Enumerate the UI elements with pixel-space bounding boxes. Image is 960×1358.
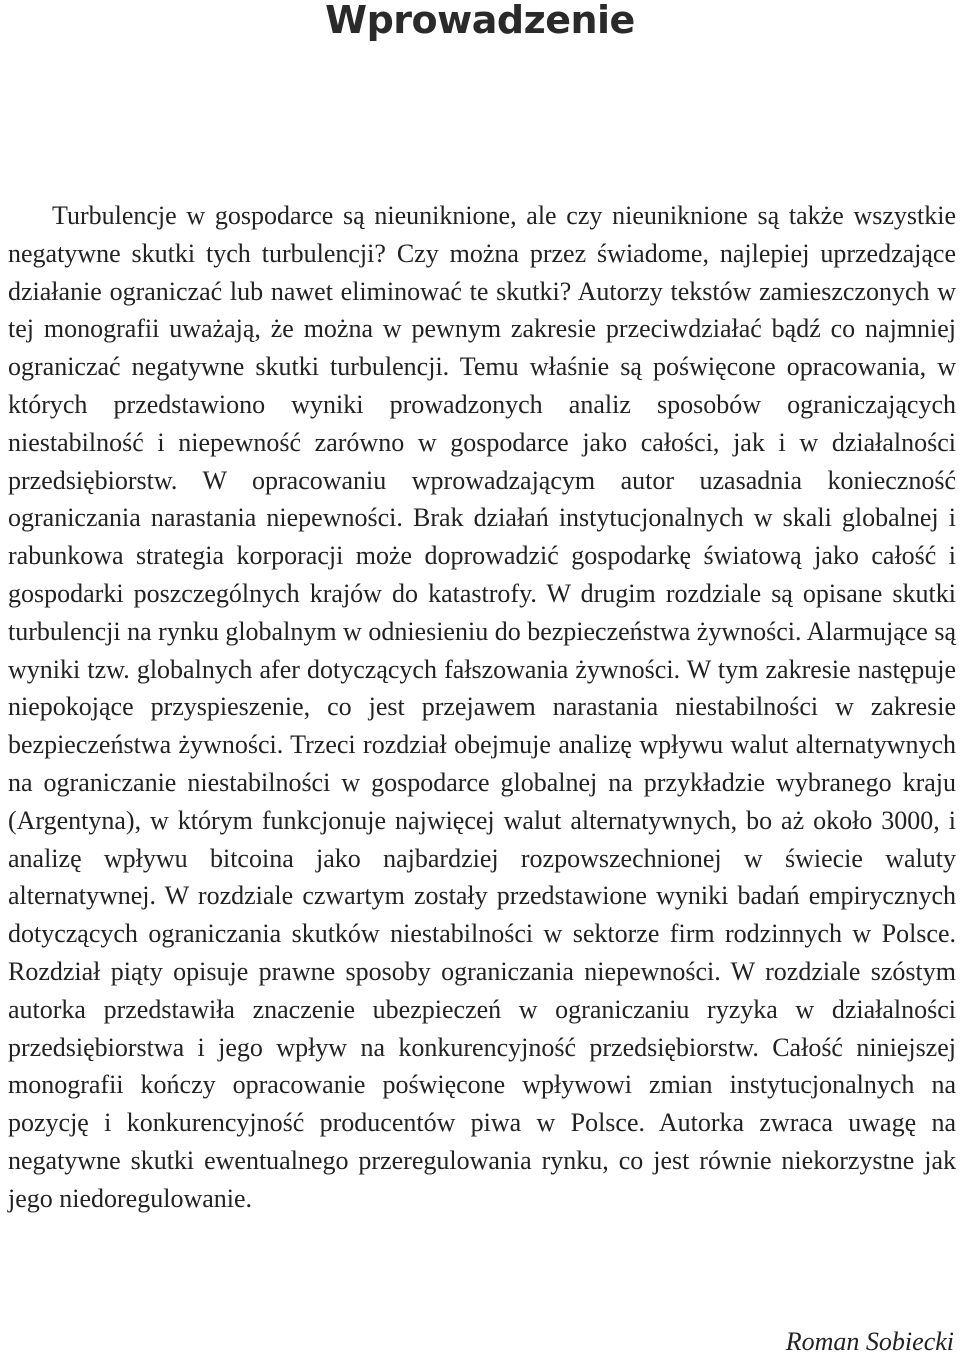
body-paragraph: Turbulencje w gospodarce są nieuniknione, ale czy nieuniknione są także wszystkie negatywne skutki tych turbulencji? Czy można przez świadome, najlepiej uprzedzające działanie ograniczać lub nawet eliminować te skutki? Autorzy tekstów zamieszczonych w tej monografii uważają, że można w pewnym zakresie przeciwdziałać bądź co najmniej ograniczać negatywne skutki turbulencji. Temu właśnie są poświęcone opracowania, w których przedstawiono wyniki prowadzonych analiz sposobów ograniczających niestabilność i niepewność zarówno w gospodarce jako całości, jak i w działalności przedsiębiorstw. W opracowaniu wprowadzającym autor uzasadnia konieczność ograniczania narastania niepewności. Brak działań instytucjonalnych w skali globalnej i rabunkowa strategia korporacji może doprowadzić gospodarkę światową jako całość i gospodarki poszczególnych krajów do katastrofy. W drugim rozdziale są opisane skutki turbulencji na rynku globalnym w odniesieniu do bezpieczeństwa żywności. Alarmujące są wyniki tzw. globalnych afer dotyczących fałszowania żywności. W tym zakresie następuje niepokojące przyspieszenie, co jest przejawem narastania niestabilności w zakresie bezpieczeństwa żywności. Trzeci rozdział obejmuje analizę wpływu walut alternatywnych na ograniczanie niestabilności w gospodarce globalnej na przykładzie wybranego kraju (Argentyna), w którym funkcjonuje najwięcej walut alternatywnych, bo aż około 3000, i analizę wpływu bitcoina jako najbardziej rozpowszechnionej w świecie waluty alternatywnej. W rozdziale czwartym zostały przedstawione wyniki badań empirycznych dotyczących ograniczania skutków niestabilności w sektorze firm rodzinnych w Polsce. Rozdział piąty opisuje prawne sposoby ograniczania niepewności. W rozdziale szóstym autorka przedstawiła znaczenie ubezpieczeń w ograniczaniu ryzyka w działalności przedsiębiorstwa i jego wpływ na konkurencyjność przedsiębiorstw. Całość niniejszej monografii kończy opracowanie poświęcone wpływowi zmian instytucjonalnych na pozycję i konkurencyjność producentów piwa w Polsce. Autorka zwraca uwagę na negatywne skutki ewentualnego przeregulowania rynku, co jest równie niekorzystne jak jego niedoregulowanie. — [8, 201, 956, 1213]
page-title: Wprowadzenie — [325, 0, 635, 42]
author-signature: Roman Sobiecki — [785, 1327, 954, 1356]
